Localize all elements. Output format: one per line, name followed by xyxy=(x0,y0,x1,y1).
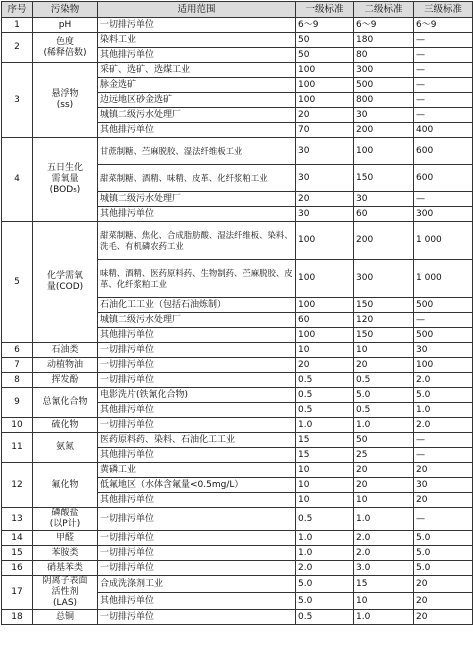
grade3-value: 20 xyxy=(414,493,473,508)
grade1-value: 100 xyxy=(296,260,354,298)
scope-cell: 其他排污单位 xyxy=(98,328,296,343)
grade1-value: 70 xyxy=(296,123,354,138)
scope-cell: 边远地区砂金选矿 xyxy=(98,93,296,108)
row-number: 1 xyxy=(2,18,33,33)
grade2-value: 200 xyxy=(354,123,414,138)
grade1-value: 5.0 xyxy=(296,576,354,593)
pollutant-name: 化学需氧 量(COD) xyxy=(33,222,98,343)
grade2-value: 300 xyxy=(354,260,414,298)
pollutant-name: 氟化物 xyxy=(33,463,98,508)
scope-cell: 其他排污单位 xyxy=(98,448,296,463)
table-row xyxy=(2,610,473,625)
grade1-value: 100 xyxy=(296,78,354,93)
grade3-value: 30 xyxy=(414,343,473,358)
scope-cell: 其他排污单位 xyxy=(98,493,296,508)
row-number: 12 xyxy=(2,463,33,508)
grade3-value: 1 000 xyxy=(414,222,473,260)
grade3-value: — xyxy=(414,33,473,48)
header-pollutant: 污染物 xyxy=(33,2,98,18)
grade1-value: 0.5 xyxy=(296,373,354,388)
header-grade3: 三级标准 xyxy=(414,2,473,18)
pollutant-name: 苯胺类 xyxy=(33,546,98,561)
grade3-value: — xyxy=(414,508,473,531)
grade2-value: 100 xyxy=(354,138,414,165)
scope-cell: 城镇二级污水处理厂 xyxy=(98,192,296,207)
grade3-value: 20 xyxy=(414,463,473,478)
pollutant-name: 硝基苯类 xyxy=(33,561,98,576)
row-number: 5 xyxy=(2,222,33,343)
table-body xyxy=(2,18,473,625)
grade1-value: 1.0 xyxy=(296,546,354,561)
table-header-row xyxy=(2,2,473,18)
grade1-value: 5.0 xyxy=(296,593,354,610)
grade2-value: 20 xyxy=(354,478,414,493)
grade1-value: 15 xyxy=(296,433,354,448)
header-grade1: 一级标准 xyxy=(296,2,354,18)
row-number: 11 xyxy=(2,433,33,463)
pollutant-name: 色度 (稀释倍数) xyxy=(33,33,98,63)
scope-cell: 染料工业 xyxy=(98,33,296,48)
scope-cell: 一切排污单位 xyxy=(98,373,296,388)
row-number: 13 xyxy=(2,508,33,531)
grade3-value: 500 xyxy=(414,328,473,343)
grade2-value: 1.0 xyxy=(354,508,414,531)
grade2-value: 6～9 xyxy=(354,18,414,33)
scope-cell: 甜菜制糖、焦化、合成脂肪酸、湿法纤维板、染料、洗毛、有机磷农药工业 xyxy=(98,222,296,260)
pollutant-name: 五日生化 需氧量 (BOD₅) xyxy=(33,138,98,222)
scope-cell: 一切排污单位 xyxy=(98,531,296,546)
pollutant-name: 悬浮物 (ss) xyxy=(33,63,98,138)
grade1-value: 0.5 xyxy=(296,388,354,403)
grade1-value: 10 xyxy=(296,478,354,493)
grade1-value: 100 xyxy=(296,298,354,313)
grade3-value: 1 000 xyxy=(414,260,473,298)
scope-cell: 石油化工工业（包括石油炼制） xyxy=(98,298,296,313)
grade1-value: 10 xyxy=(296,463,354,478)
pollutant-name: 总铜 xyxy=(33,610,98,625)
grade1-value: 6～9 xyxy=(296,18,354,33)
grade1-value: 0.5 xyxy=(296,610,354,625)
pollutant-name: 总氰化合物 xyxy=(33,388,98,418)
scope-cell: 一切排污单位 xyxy=(98,508,296,531)
grade2-value: 5.0 xyxy=(354,388,414,403)
grade1-value: 60 xyxy=(296,313,354,328)
table-row xyxy=(2,222,473,260)
grade3-value: — xyxy=(414,78,473,93)
grade2-value: 15 xyxy=(354,576,414,593)
row-number: 16 xyxy=(2,561,33,576)
row-number: 15 xyxy=(2,546,33,561)
grade2-value: 30 xyxy=(354,108,414,123)
grade3-value: 500 xyxy=(414,298,473,313)
row-number: 7 xyxy=(2,358,33,373)
scope-cell: 采矿、选矿、选煤工业 xyxy=(98,63,296,78)
row-number: 6 xyxy=(2,343,33,358)
grade1-value: 10 xyxy=(296,343,354,358)
grade1-value: 20 xyxy=(296,192,354,207)
grade1-value: 30 xyxy=(296,138,354,165)
grade3-value: 20 xyxy=(414,576,473,593)
grade1-value: 1.0 xyxy=(296,531,354,546)
grade1-value: 100 xyxy=(296,93,354,108)
grade3-value: — xyxy=(414,433,473,448)
pollutant-name: 甲醛 xyxy=(33,531,98,546)
grade2-value: 50 xyxy=(354,433,414,448)
scope-cell: 电影洗片(铁氰化合物) xyxy=(98,388,296,403)
grade1-value: 50 xyxy=(296,33,354,48)
grade3-value: 600 xyxy=(414,165,473,192)
scope-cell: 一切排污单位 xyxy=(98,343,296,358)
table-row xyxy=(2,546,473,561)
row-number: 3 xyxy=(2,63,33,138)
grade3-value: 2.0 xyxy=(414,418,473,433)
row-number: 2 xyxy=(2,33,33,63)
table-row xyxy=(2,433,473,448)
table-row xyxy=(2,33,473,48)
scope-cell: 城镇二级污水处理厂 xyxy=(98,313,296,328)
grade3-value: 100 xyxy=(414,358,473,373)
grade2-value: 800 xyxy=(354,93,414,108)
grade2-value: 120 xyxy=(354,313,414,328)
grade1-value: 10 xyxy=(296,493,354,508)
grade3-value: 400 xyxy=(414,123,473,138)
table-row xyxy=(2,63,473,78)
scope-cell: 一切排污单位 xyxy=(98,358,296,373)
grade2-value: 150 xyxy=(354,298,414,313)
table-row xyxy=(2,576,473,593)
grade2-value: 20 xyxy=(354,358,414,373)
scope-cell: 一切排污单位 xyxy=(98,546,296,561)
table-row xyxy=(2,373,473,388)
grade3-value: 1.0 xyxy=(414,403,473,418)
row-number: 17 xyxy=(2,576,33,610)
scope-cell: 城镇二级污水处理厂 xyxy=(98,108,296,123)
header-grade2: 二级标准 xyxy=(354,2,414,18)
scope-cell: 医药原料药、染料、石油化工工业 xyxy=(98,433,296,448)
table-row xyxy=(2,531,473,546)
grade2-value: 150 xyxy=(354,165,414,192)
table-row xyxy=(2,388,473,403)
grade1-value: 20 xyxy=(296,358,354,373)
scope-cell: 其他排污单位 xyxy=(98,207,296,222)
pollutant-name: 磷酸盐 (以P计) xyxy=(33,508,98,531)
row-number: 9 xyxy=(2,388,33,418)
grade1-value: 100 xyxy=(296,222,354,260)
scope-cell: 其他排污单位 xyxy=(98,403,296,418)
grade2-value: 60 xyxy=(354,207,414,222)
table-row xyxy=(2,418,473,433)
grade3-value: — xyxy=(414,63,473,78)
grade1-value: 100 xyxy=(296,63,354,78)
grade3-value: — xyxy=(414,93,473,108)
row-number: 18 xyxy=(2,610,33,625)
grade2-value: 10 xyxy=(354,593,414,610)
grade1-value: 100 xyxy=(296,328,354,343)
grade2-value: 2.0 xyxy=(354,531,414,546)
grade2-value: 180 xyxy=(354,33,414,48)
grade3-value: 20 xyxy=(414,593,473,610)
pollutant-name: 挥发酚 xyxy=(33,373,98,388)
grade1-value: 0.5 xyxy=(296,508,354,531)
scope-cell: 低氟地区（水体含氟量<0.5mg/L） xyxy=(98,478,296,493)
pollutant-name: 石油类 xyxy=(33,343,98,358)
grade3-value: 5.0 xyxy=(414,546,473,561)
scope-cell: 一切排污单位 xyxy=(98,418,296,433)
row-number: 10 xyxy=(2,418,33,433)
grade3-value: 20 xyxy=(414,610,473,625)
row-number: 8 xyxy=(2,373,33,388)
table-row xyxy=(2,343,473,358)
table-row xyxy=(2,561,473,576)
grade2-value: 20 xyxy=(354,463,414,478)
scope-cell: 其他排污单位 xyxy=(98,123,296,138)
table-row xyxy=(2,138,473,165)
scope-cell: 脉金选矿 xyxy=(98,78,296,93)
standards-table xyxy=(1,1,473,625)
grade1-value: 2.0 xyxy=(296,561,354,576)
grade2-value: 0.5 xyxy=(354,403,414,418)
grade2-value: 2.0 xyxy=(354,546,414,561)
grade3-value: 5.0 xyxy=(414,561,473,576)
pollutant-name: 氨氮 xyxy=(33,433,98,463)
row-number: 4 xyxy=(2,138,33,222)
scope-cell: 一切排污单位 xyxy=(98,610,296,625)
scope-cell: 甘蔗制糖、苎麻脱胶、湿法纤维板工业 xyxy=(98,138,296,165)
grade2-value: 1.0 xyxy=(354,418,414,433)
scope-cell: 其他排污单位 xyxy=(98,48,296,63)
grade1-value: 1.0 xyxy=(296,418,354,433)
grade2-value: 1.0 xyxy=(354,610,414,625)
grade3-value: — xyxy=(414,448,473,463)
grade3-value: — xyxy=(414,48,473,63)
grade2-value: 0.5 xyxy=(354,373,414,388)
grade3-value: 5.0 xyxy=(414,531,473,546)
grade1-value: 50 xyxy=(296,48,354,63)
grade1-value: 0.5 xyxy=(296,403,354,418)
scope-cell: 甜菜制糖、酒精、味精、皮革、化纤浆粕工业 xyxy=(98,165,296,192)
grade2-value: 10 xyxy=(354,343,414,358)
grade1-value: 15 xyxy=(296,448,354,463)
table-row xyxy=(2,508,473,531)
header-scope: 适用范围 xyxy=(98,2,296,18)
grade3-value: — xyxy=(414,108,473,123)
header-no: 序号 xyxy=(2,2,33,18)
grade2-value: 3.0 xyxy=(354,561,414,576)
grade3-value: 2.0 xyxy=(414,373,473,388)
grade2-value: 30 xyxy=(354,192,414,207)
table-row xyxy=(2,463,473,478)
grade2-value: 150 xyxy=(354,328,414,343)
pollutant-name: pH xyxy=(33,18,98,33)
grade2-value: 300 xyxy=(354,63,414,78)
grade1-value: 30 xyxy=(296,165,354,192)
grade2-value: 200 xyxy=(354,222,414,260)
table-row xyxy=(2,358,473,373)
grade1-value: 30 xyxy=(296,207,354,222)
pollutant-name: 动植物油 xyxy=(33,358,98,373)
grade3-value: — xyxy=(414,192,473,207)
grade2-value: 500 xyxy=(354,78,414,93)
grade2-value: 80 xyxy=(354,48,414,63)
scope-cell: 一切排污单位 xyxy=(98,18,296,33)
grade3-value: 30 xyxy=(414,478,473,493)
scope-cell: 一切排污单位 xyxy=(98,561,296,576)
table-row xyxy=(2,18,473,33)
scope-cell: 味精、酒精、医药原料药、生物制药、苎麻脱胶、皮革、化纤浆粕工业 xyxy=(98,260,296,298)
grade3-value: 5.0 xyxy=(414,388,473,403)
scope-cell: 其他排污单位 xyxy=(98,593,296,610)
grade3-value: 6～9 xyxy=(414,18,473,33)
grade2-value: 10 xyxy=(354,493,414,508)
pollutant-name: 阴离子表面 活性剂 (LAS) xyxy=(33,576,98,610)
row-number: 14 xyxy=(2,531,33,546)
scope-cell: 合成洗涤剂工业 xyxy=(98,576,296,593)
grade2-value: 25 xyxy=(354,448,414,463)
grade1-value: 20 xyxy=(296,108,354,123)
pollutant-name: 硫化物 xyxy=(33,418,98,433)
grade3-value: — xyxy=(414,313,473,328)
grade3-value: 300 xyxy=(414,207,473,222)
grade3-value: 600 xyxy=(414,138,473,165)
scope-cell: 黄磷工业 xyxy=(98,463,296,478)
